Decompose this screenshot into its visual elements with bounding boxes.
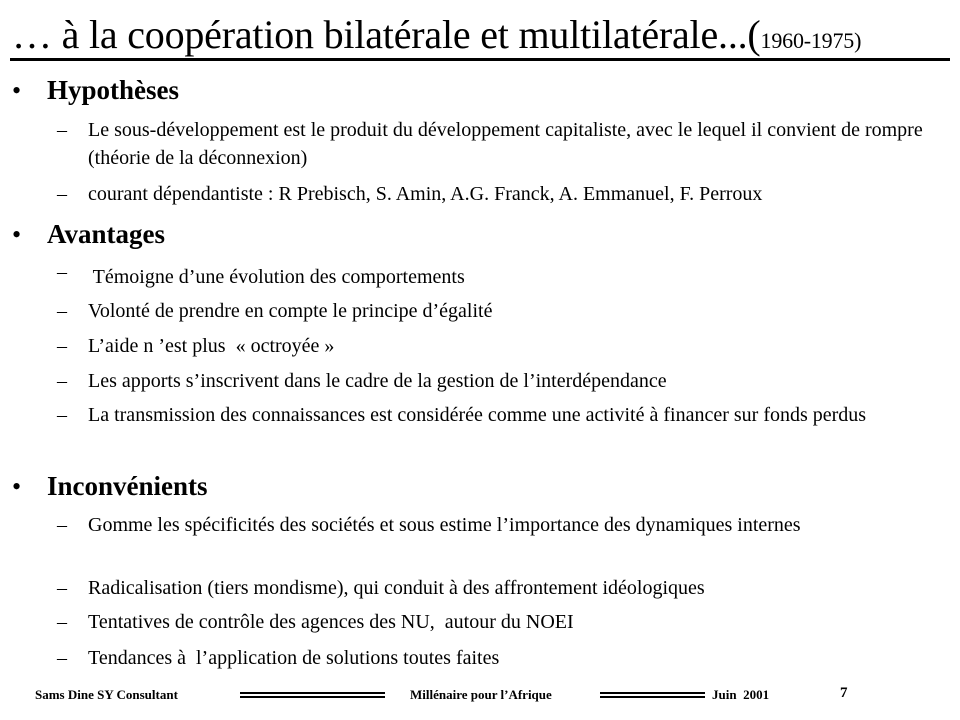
dash-marker: –: [57, 577, 67, 599]
list-item: La transmission des connaissances est considérée comme une activité à financer sur fonds perdus: [88, 404, 867, 426]
section-heading-inconvenients: Inconvénients: [47, 471, 208, 501]
dash-marker: –: [57, 404, 67, 426]
footer-event: Millénaire pour l’Afrique: [410, 687, 552, 702]
list-item: Témoigne d’une évolution des comportements: [88, 266, 465, 288]
dash-marker: –: [57, 370, 67, 392]
slide-title: [12, 12, 948, 64]
list-item: Gomme les spécificités des sociétés et sous estime l’importance des dynamiques internes: [88, 514, 801, 536]
section-bullet-inconvenients: •: [12, 472, 22, 501]
footer-date: Juin 2001: [712, 687, 770, 702]
dash-marker: –: [57, 183, 67, 205]
section-bullet-hypotheses: •: [12, 76, 22, 105]
list-item: Volonté de prendre en compte le principe d’égalité: [88, 300, 493, 322]
list-item: courant dépendantiste : R Prebisch, S. Amin, A.G. Franck, A. Emmanuel, F. Perroux: [88, 183, 763, 205]
slide-title-main: … à la coopération bilatérale et multilatérale...(: [12, 12, 761, 57]
title-underline: [10, 58, 950, 61]
page-number: 7: [840, 685, 848, 701]
footer-rule-left: [240, 692, 385, 698]
dash-marker: –: [57, 647, 67, 669]
dash-marker: –: [57, 514, 67, 536]
list-item: Le sous-développement est le produit du développement capitaliste, avec le lequel il convient de rompre (théorie de la déconnexion): [88, 119, 923, 169]
footer-rule-right: [600, 692, 705, 698]
dash-marker: –: [57, 611, 67, 633]
dash-marker: –: [57, 335, 67, 357]
dash-marker: –: [57, 261, 67, 283]
list-item: Les apports s’inscrivent dans le cadre de la gestion de l’interdépendance: [88, 370, 667, 392]
section-heading-avantages: Avantages: [47, 219, 165, 249]
list-item: Radicalisation (tiers mondisme), qui conduit à des affrontement idéologiques: [88, 577, 705, 599]
section-heading-hypotheses: Hypothèses: [47, 75, 180, 105]
dash-marker: –: [57, 119, 67, 141]
dash-marker: –: [57, 300, 67, 322]
list-item: L’aide n ’est plus « octroyée »: [88, 335, 335, 357]
section-bullet-avantages: •: [12, 220, 22, 249]
list-item: Tentatives de contrôle des agences des NU, autour du NOEI: [88, 611, 574, 633]
list-item: Tendances à l’application de solutions toutes faites: [88, 647, 500, 669]
footer-author: Sams Dine SY Consultant: [35, 687, 178, 702]
slide-title-years: 1960-1975): [760, 28, 862, 53]
